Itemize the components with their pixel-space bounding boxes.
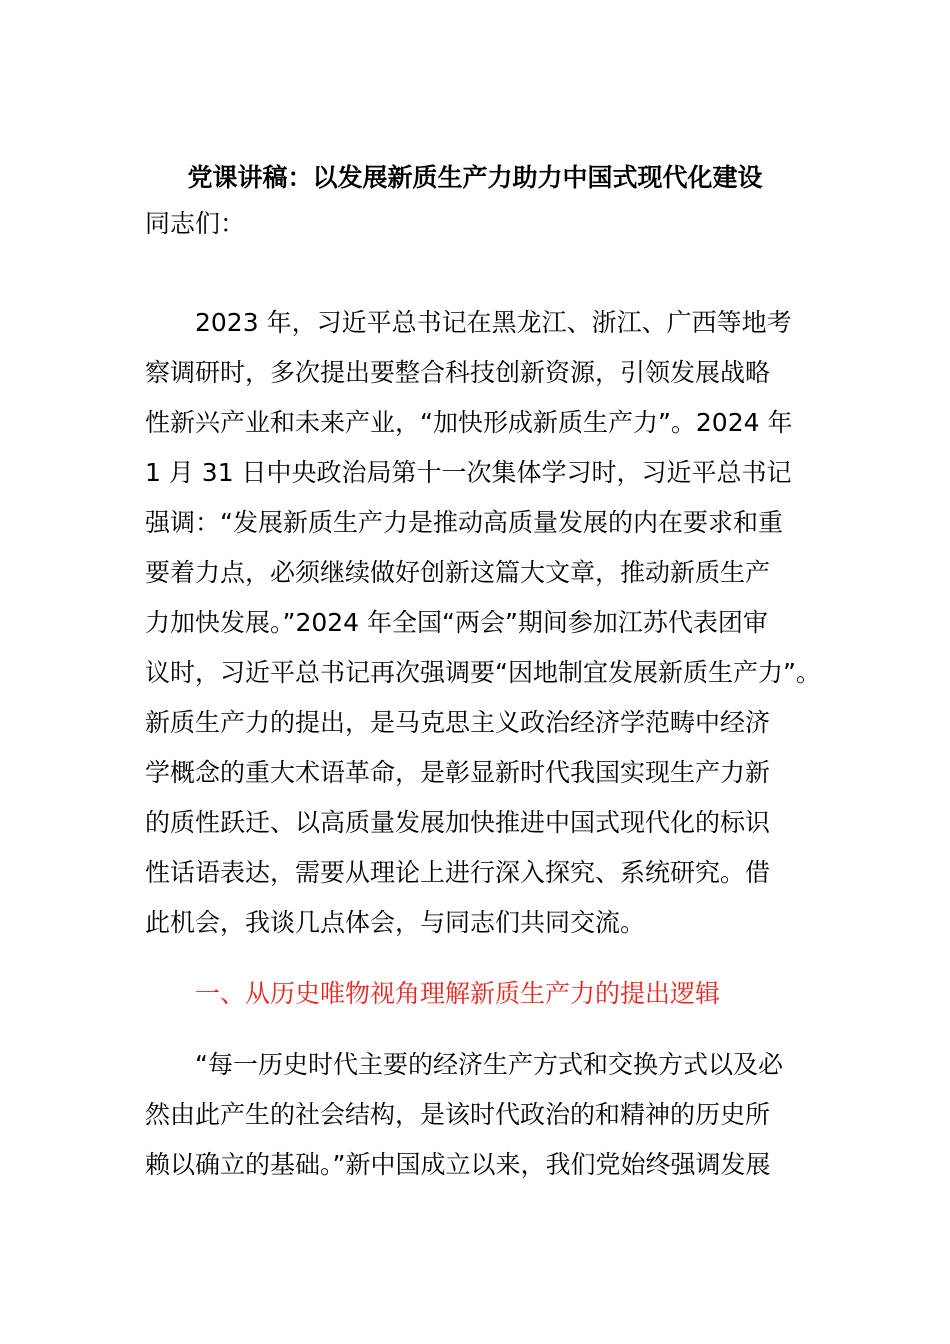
paragraph-1-line: 的质性跃迁、以高质量发展加快推进中国式现代化的标识: [145, 808, 771, 837]
paragraph-2-line: 赖以确立的基础。”新中国成立以来，我们党始终强调发展: [145, 1150, 771, 1179]
paragraph-1-line: 要着力点，必须继续做好创新这篇大文章，推动新质生产: [145, 558, 771, 587]
paragraph-2-line: 然由此产生的社会结构，是该时代政治的和精神的历史所: [145, 1100, 771, 1129]
paragraph-2-line: “每一历史时代主要的经济生产方式和交换方式以及必: [195, 1050, 783, 1079]
paragraph-1-line: 强调：“发展新质生产力是推动高质量发展的内在要求和重: [145, 508, 783, 537]
paragraph-1-line: 1 月 31 日中央政治局第十一次集体学习时，习近平总书记: [145, 458, 792, 487]
salutation: 同志们：: [145, 209, 246, 238]
paragraph-1-line: 新质生产力的提出，是马克思主义政治经济学范畴中经济: [145, 708, 771, 737]
paragraph-1-line: 学概念的重大术语革命，是彰显新时代我国实现生产力新: [145, 758, 771, 787]
paragraph-1-line: 察调研时，多次提出要整合科技创新资源，引领发展战略: [145, 358, 771, 387]
paragraph-1-line: 力加快发展。”2024 年全国“两会”期间参加江苏代表团审: [145, 608, 768, 637]
document-title: 党课讲稿：以发展新质生产力助力中国式现代化建设: [187, 163, 763, 192]
paragraph-1-line: 性新兴产业和未来产业，“加快形成新质生产力”。2024 年: [145, 408, 793, 437]
section-1-heading: 一、从历史唯物视角理解新质生产力的提出逻辑: [195, 979, 721, 1008]
paragraph-1-line: 议时，习近平总书记再次强调要“因地制宜发展新质生产力”。: [145, 658, 821, 687]
paragraph-1-line: 2023 年，习近平总书记在黑龙江、浙江、广西等地考: [195, 308, 792, 337]
paragraph-1-line: 此机会，我谈几点体会，与同志们共同交流。: [145, 908, 646, 937]
paragraph-1-line: 性话语表达，需要从理论上进行深入探究、系统研究。借: [145, 858, 771, 887]
